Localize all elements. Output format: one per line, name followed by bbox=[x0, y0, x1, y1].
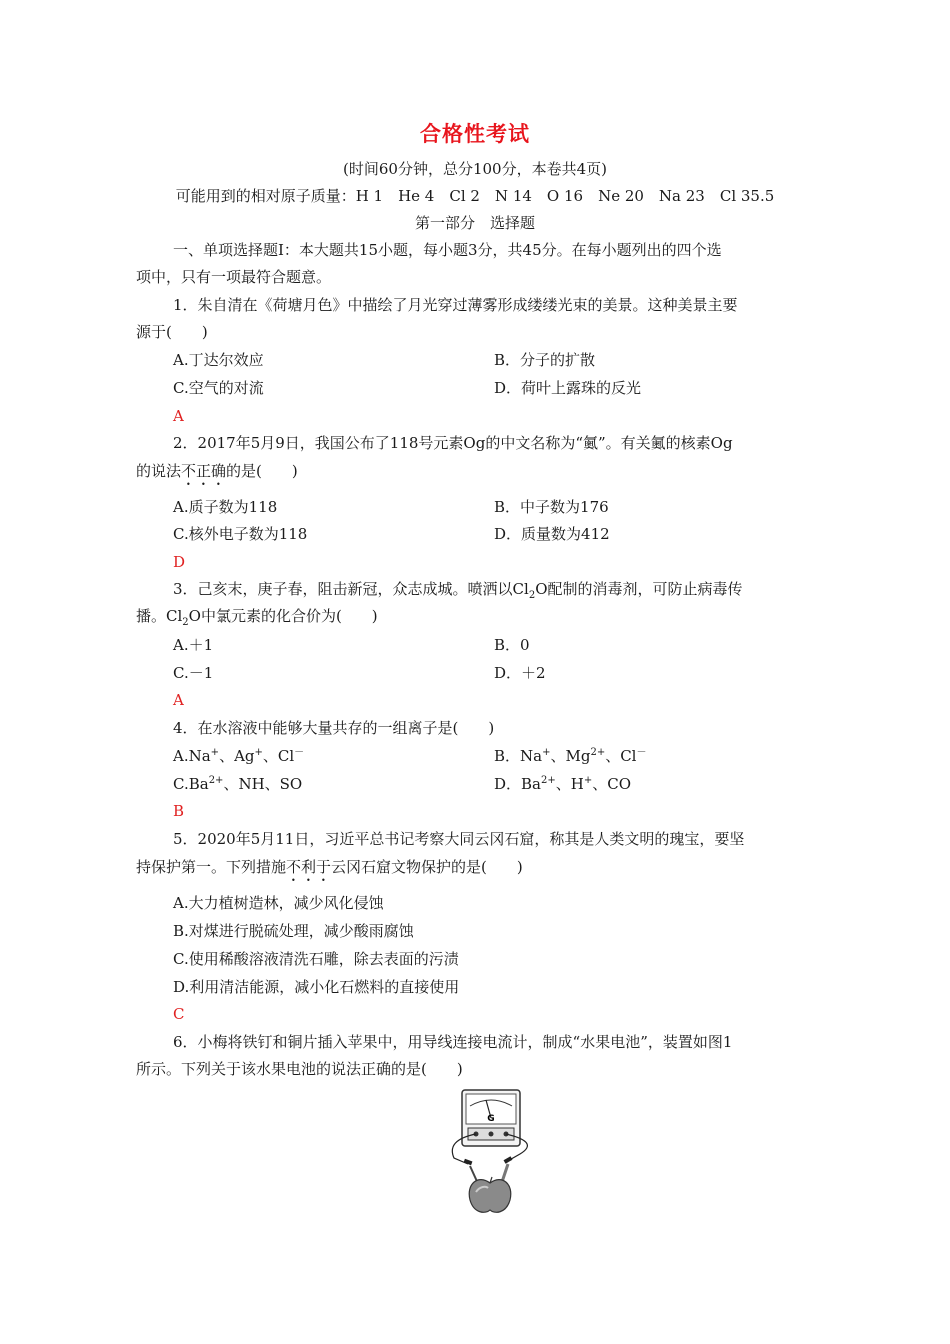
q5-stem-line1: 5．2020年5月11日，习近平总书记考察大同云冈石窟，称其是人类文明的瑰宝，要坚 bbox=[173, 830, 745, 848]
q3-stem-line2-pre: 播。Cl bbox=[136, 607, 183, 625]
q4-b-sup3: － bbox=[636, 747, 647, 758]
q2-stem-line2 bbox=[136, 461, 298, 489]
q4-stem: 4．在水溶液中能够大量共存的一组离子是( ) bbox=[173, 719, 495, 737]
q4-c-sup1: 2+ bbox=[208, 775, 224, 786]
q4-answer: B bbox=[173, 802, 185, 820]
q3-subscript-2: 2 bbox=[182, 617, 189, 628]
q4-a-sup3: － bbox=[294, 747, 305, 758]
exam-subtitle: (时间60分钟，总分100分，本卷共4页) bbox=[343, 160, 607, 178]
q3-option-d: D．＋2 bbox=[494, 664, 546, 682]
q5-stem-line2-pre: 持保护第一。下列措施 bbox=[136, 858, 287, 876]
q4-a-sup2: + bbox=[254, 747, 263, 758]
q4-option-b bbox=[494, 746, 646, 766]
q2-option-c: C.核外电子数为118 bbox=[173, 525, 308, 543]
q3-answer: A bbox=[173, 691, 184, 709]
q3-option-c: C.－1 bbox=[173, 664, 214, 682]
section-intro-line2: 项中，只有一项最符合题意。 bbox=[136, 268, 332, 286]
q3-option-a: A.＋1 bbox=[173, 636, 214, 654]
clip-left bbox=[464, 1159, 473, 1165]
galvanometer-label: G bbox=[487, 1114, 495, 1124]
q2-stem-line2-post: 的是( ) bbox=[226, 462, 298, 480]
q4-option-d bbox=[494, 774, 631, 794]
q5-option-a: A.大力植树造林，减少风化侵蚀 bbox=[173, 894, 384, 912]
q5-answer: C bbox=[173, 1005, 185, 1023]
q4-b-text2: 、Mg bbox=[550, 747, 591, 765]
q4-b-sup1: + bbox=[542, 747, 551, 758]
q4-option-a bbox=[173, 746, 304, 766]
page-title: 合格性考试 bbox=[420, 122, 530, 146]
q2-option-d: D．质量数为412 bbox=[494, 525, 610, 543]
apple bbox=[469, 1180, 511, 1213]
q6-stem-line2: 所示。下列关于该水果电池的说法正确的是( ) bbox=[136, 1060, 463, 1078]
q3-stem-line2-post: O中氯元素的化合价为( ) bbox=[188, 607, 378, 625]
q2-stem-line1: 2．2017年5月9日，我国公布了118号元素Og的中文名称为“鿫”。有关鿫的核素Og bbox=[173, 434, 733, 452]
q3-option-b: B．0 bbox=[494, 636, 530, 654]
q3-subscript: 2 bbox=[528, 590, 536, 601]
q4-b-text: B．Na bbox=[494, 747, 543, 765]
part-title: 第一部分 选择题 bbox=[414, 214, 535, 232]
q4-d-text2: 、H bbox=[555, 775, 584, 793]
q3-stem-line1-pre: 3．己亥末，庚子春，阻击新冠，众志成城。喷洒以Cl bbox=[173, 580, 529, 598]
q4-b-sup2: 2+ bbox=[590, 747, 606, 758]
q2-answer: D bbox=[173, 553, 186, 571]
q5-option-c: C.使用稀酸溶液清洗石雕，除去表面的污渍 bbox=[173, 950, 459, 968]
q2-emphasis: 不正确 bbox=[181, 462, 227, 480]
q4-d-text3: 、CO bbox=[592, 775, 632, 793]
q3-stem-line1 bbox=[173, 579, 743, 599]
section-intro-line1: 一、单项选择题Ⅰ：本大题共15小题，每小题3分，共45分。在每小题列出的四个选 bbox=[173, 241, 722, 259]
q1-option-d: D．荷叶上露珠的反光 bbox=[494, 379, 642, 397]
q4-b-text3: 、Cl bbox=[605, 747, 637, 765]
q1-answer: A bbox=[173, 407, 184, 425]
q1-option-b: B．分子的扩散 bbox=[494, 351, 596, 369]
q4-d-text: D．Ba bbox=[494, 775, 541, 793]
q4-d-sup1: 2+ bbox=[541, 775, 556, 786]
q5-stem-line2 bbox=[136, 857, 523, 885]
clip-right bbox=[504, 1156, 513, 1163]
q4-c-text: C.Ba bbox=[173, 775, 209, 793]
q5-emphasis: 不利于 bbox=[286, 858, 332, 876]
q2-stem-line2-pre: 的说法 bbox=[136, 462, 182, 480]
q1-option-c: C.空气的对流 bbox=[173, 379, 264, 397]
q6-stem-line1: 6．小梅将铁钉和铜片插入苹果中，用导线连接电流计，制成“水果电池”，装置如图1 bbox=[173, 1033, 733, 1051]
q1-stem-line2: 源于( ) bbox=[136, 323, 208, 341]
q4-a-sup1: + bbox=[210, 747, 220, 758]
q4-a-text2: 、Ag bbox=[219, 747, 255, 765]
q2-option-a: A.质子数为118 bbox=[173, 498, 278, 516]
q2-option-b: B．中子数为176 bbox=[494, 498, 609, 516]
q4-option-c bbox=[173, 774, 302, 794]
q4-a-text3: 、Cl bbox=[262, 747, 295, 765]
q4-a-text: A.Na bbox=[173, 747, 211, 765]
q5-stem-line2-post: 云冈石窟文物保护的是( ) bbox=[331, 858, 523, 876]
q1-option-a: A.丁达尔效应 bbox=[173, 351, 264, 369]
q1-stem-line1: 1．朱自清在《荷塘月色》中描绘了月光穿过薄雾形成缕缕光束的美景。这种美景主要 bbox=[173, 296, 738, 314]
q4-c-text2: 、NH、SO bbox=[223, 775, 303, 793]
q3-stem-line1-post: O配制的消毒剂，可防止病毒传 bbox=[535, 580, 743, 598]
q3-stem-line2 bbox=[136, 606, 378, 626]
fruit-battery-figure bbox=[440, 1088, 528, 1216]
q4-d-sup2: + bbox=[583, 775, 593, 786]
q5-option-d: D.利用清洁能源，减小化石燃料的直接使用 bbox=[173, 978, 460, 996]
q5-option-b: B.对煤进行脱硫处理，减少酸雨腐蚀 bbox=[173, 922, 414, 940]
terminal-middle bbox=[489, 1132, 494, 1137]
atomic-masses: 可能用到的相对原子质量：H 1 He 4 Cl 2 N 14 O 16 Ne 20 Na 23 Cl 35.5 bbox=[175, 187, 775, 205]
